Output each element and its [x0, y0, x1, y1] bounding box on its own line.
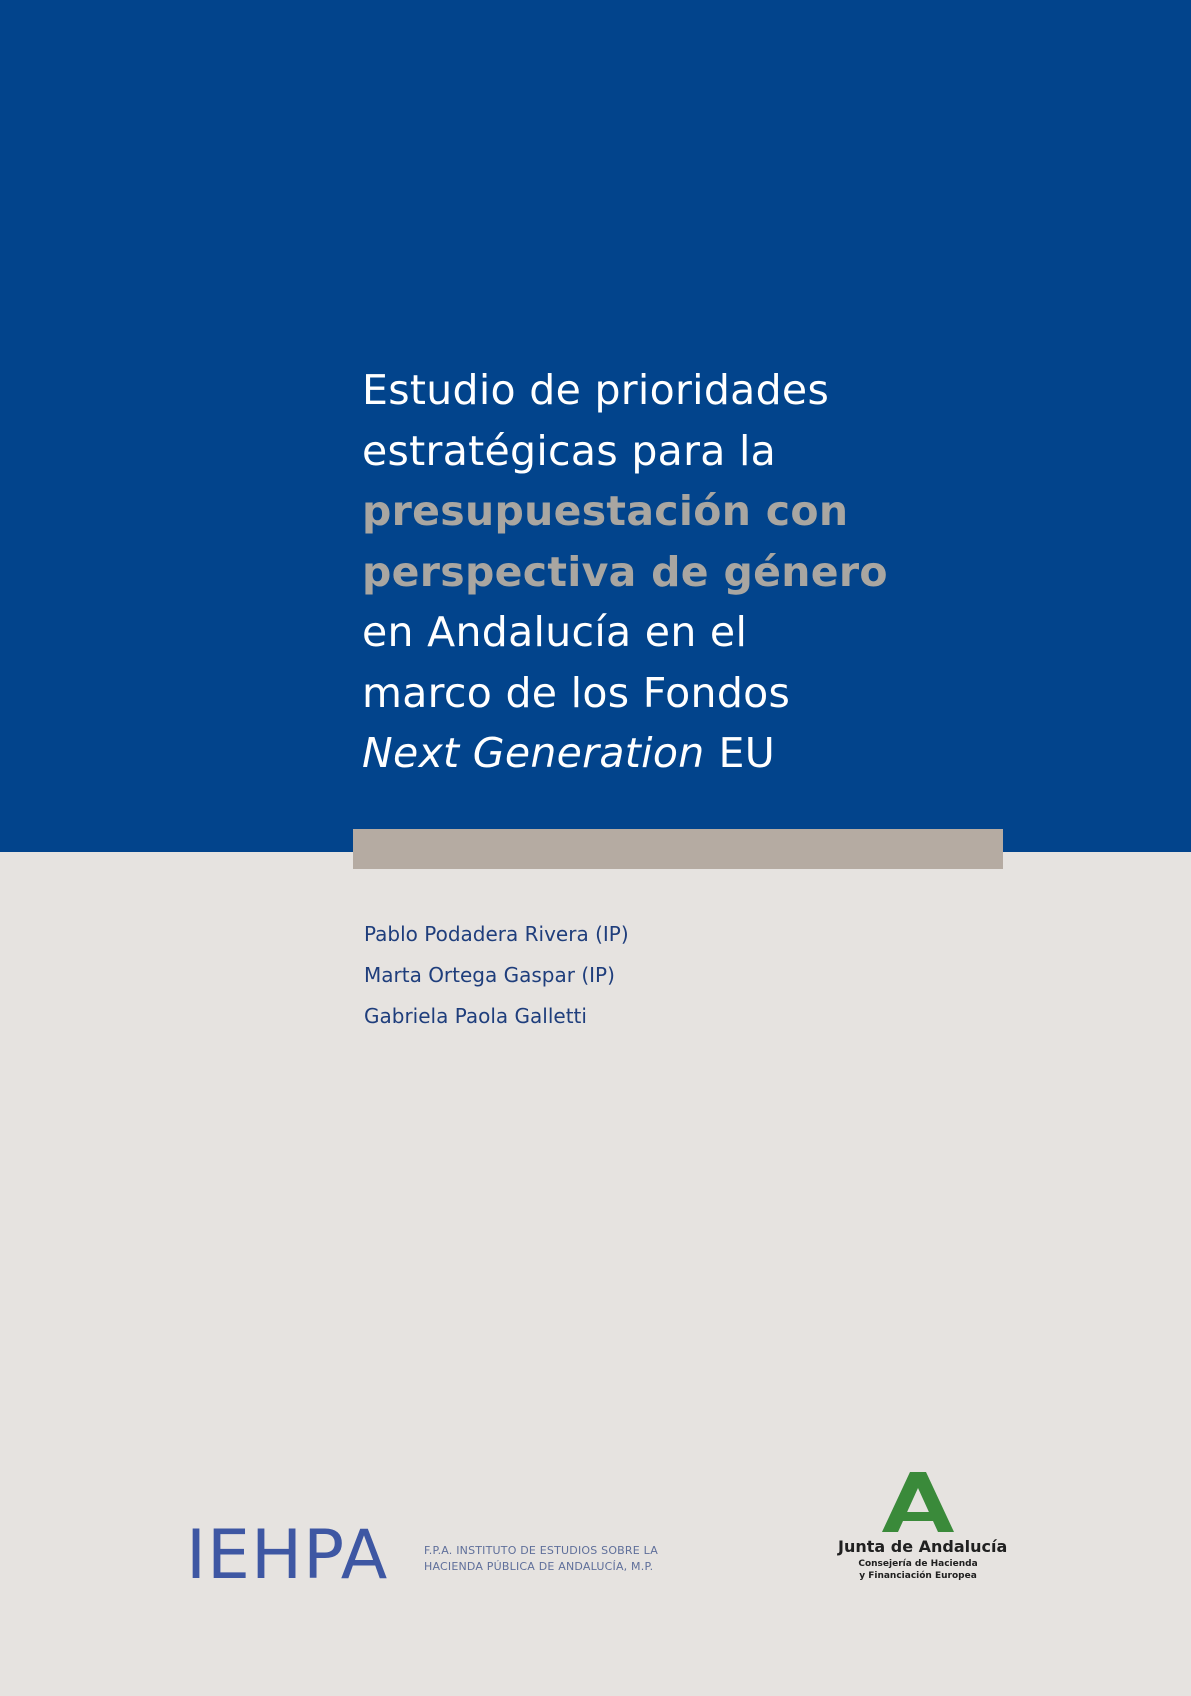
title-line: estratégicas para la	[362, 426, 777, 475]
author-name: Gabriela Paola Galletti	[364, 1004, 587, 1028]
title-line-highlight: perspectiva de género	[362, 547, 888, 596]
accent-bar	[353, 829, 1003, 869]
junta-subtitle: y Financiación Europea	[859, 1571, 977, 1581]
junta-a-icon	[880, 1470, 956, 1534]
title-line: en Andalucía en el	[362, 608, 748, 656]
iehpa-text-line: HACIENDA PÚBLICA DE ANDALUCÍA, M.P.	[424, 1560, 654, 1573]
title-line-last	[362, 723, 982, 784]
iehpa-logo: IEHPA	[186, 1516, 389, 1595]
iehpa-logo-text	[424, 1543, 658, 1575]
author-name: Marta Ortega Gaspar (IP)	[364, 963, 615, 987]
junta-subtitle: Consejería de Hacienda	[858, 1559, 978, 1569]
title-eu-part: EU	[718, 729, 776, 777]
title-line: marco de los Fondos	[362, 668, 791, 717]
author-name: Pablo Podadera Rivera (IP)	[364, 922, 629, 946]
junta-name: Junta de Andalucía	[838, 1537, 1008, 1556]
title-italic-part: Next Generation	[362, 729, 705, 777]
iehpa-text-line: F.P.A. INSTITUTO DE ESTUDIOS SOBRE LA	[424, 1544, 658, 1557]
cover-title	[362, 360, 982, 784]
junta-de-andalucia-logo	[838, 1470, 1008, 1582]
title-line-highlight: presupuestación con	[362, 487, 849, 535]
title-line: Estudio de prioridades	[362, 366, 830, 414]
authors-list	[364, 914, 629, 1037]
